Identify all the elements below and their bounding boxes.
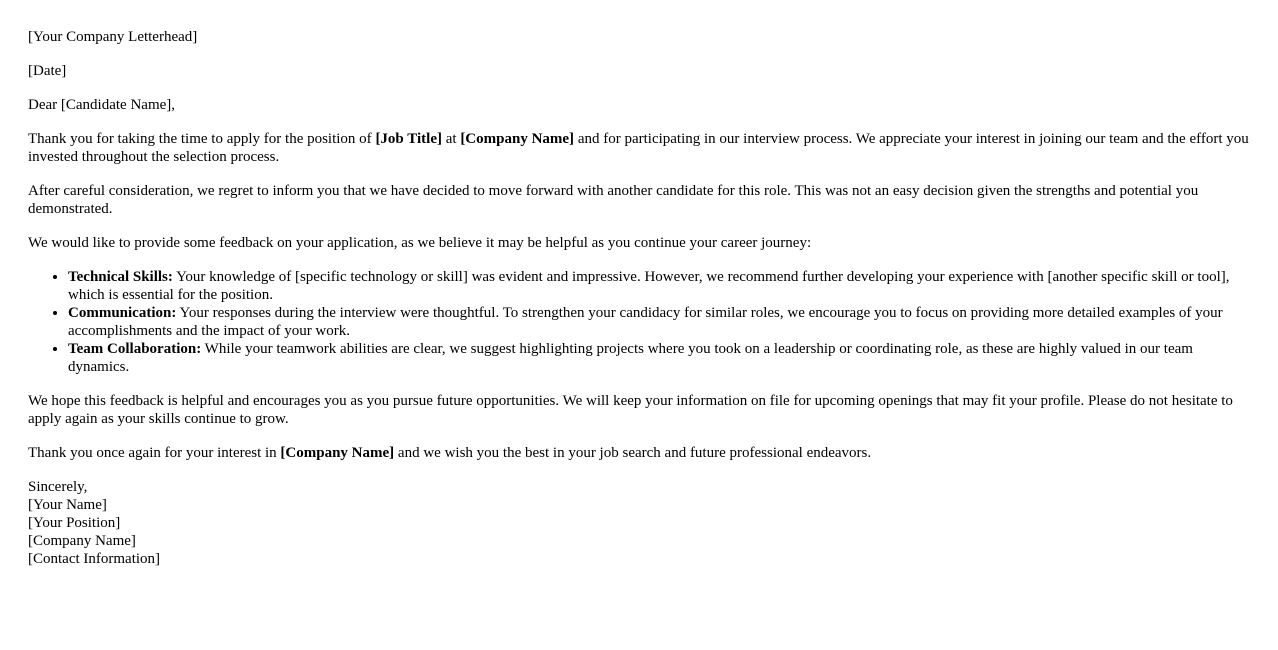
letter-date: [Date] (28, 63, 67, 79)
signature-company: [Company Name] (28, 533, 136, 549)
feedback-list (28, 268, 1252, 376)
signature-contact: [Contact Information] (28, 551, 161, 567)
job-title-placeholder: [Job Title] (375, 131, 442, 147)
feedback-intro-paragraph: We would like to provide some feedback on your application, as we believe it may be helpful as you continue your career journey: (28, 235, 812, 251)
decision-paragraph: After careful consideration, we regret to inform you that we have decided to move forward with another candidate for this role. This was not an easy decision given the strengths and potential you demonstrated. (28, 183, 1199, 217)
salutation: Dear [Candidate Name], (28, 97, 176, 113)
closing-text-start: Thank you once again for your interest in (28, 445, 281, 461)
intro-text-end: and for participating in our interview process. We appreciate your interest in joining our team and the effort you invested throughout the selection process. (28, 131, 1249, 165)
letter-body (28, 28, 1252, 568)
feedback-item-team-collaboration (68, 340, 1252, 376)
intro-text-at: at (441, 131, 461, 147)
closing-text-end: and we wish you the best in your job search and future professional endeavors. (394, 445, 872, 461)
signature-closing: Sincerely, (28, 479, 88, 495)
feedback-item-communication (68, 304, 1252, 340)
feedback-label: Technical Skills: (68, 269, 173, 285)
company-name-placeholder: [Company Name] (280, 445, 395, 461)
feedback-item-technical-skills (68, 268, 1252, 304)
feedback-text: Your responses during the interview were thoughtful. To strengthen your candidacy for similar roles, we encourage you to focus on providing more detailed examples of your accomplishments and the impact of your work. (68, 305, 1223, 339)
signature-name: [Your Name] (28, 497, 107, 513)
feedback-label: Communication: (68, 305, 177, 321)
intro-paragraph (28, 130, 1252, 166)
feedback-label: Team Collaboration: (68, 341, 202, 357)
feedback-text: While your teamwork abilities are clear, we suggest highlighting projects where you took on a leadership or coordinating role, as these are highly valued in our team dynamics. (68, 341, 1193, 375)
feedback-text: Your knowledge of [specific technology or skill] was evident and impressive. However, we recommend further developing your experience with [another specific skill or tool], which is essential for the position. (68, 269, 1230, 303)
letterhead: [Your Company Letterhead] (28, 29, 198, 45)
closing-paragraph (28, 444, 1252, 462)
signature-block (28, 478, 1252, 568)
company-name-placeholder: [Company Name] (460, 131, 575, 147)
intro-text-start: Thank you for taking the time to apply for the position of (28, 131, 376, 147)
encouragement-paragraph: We hope this feedback is helpful and encourages you as you pursue future opportunities. We will keep your information on file for upcoming openings that may fit your profile. Please do not hesitate to apply again as your skills continue to grow. (28, 393, 1233, 427)
signature-position: [Your Position] (28, 515, 121, 531)
